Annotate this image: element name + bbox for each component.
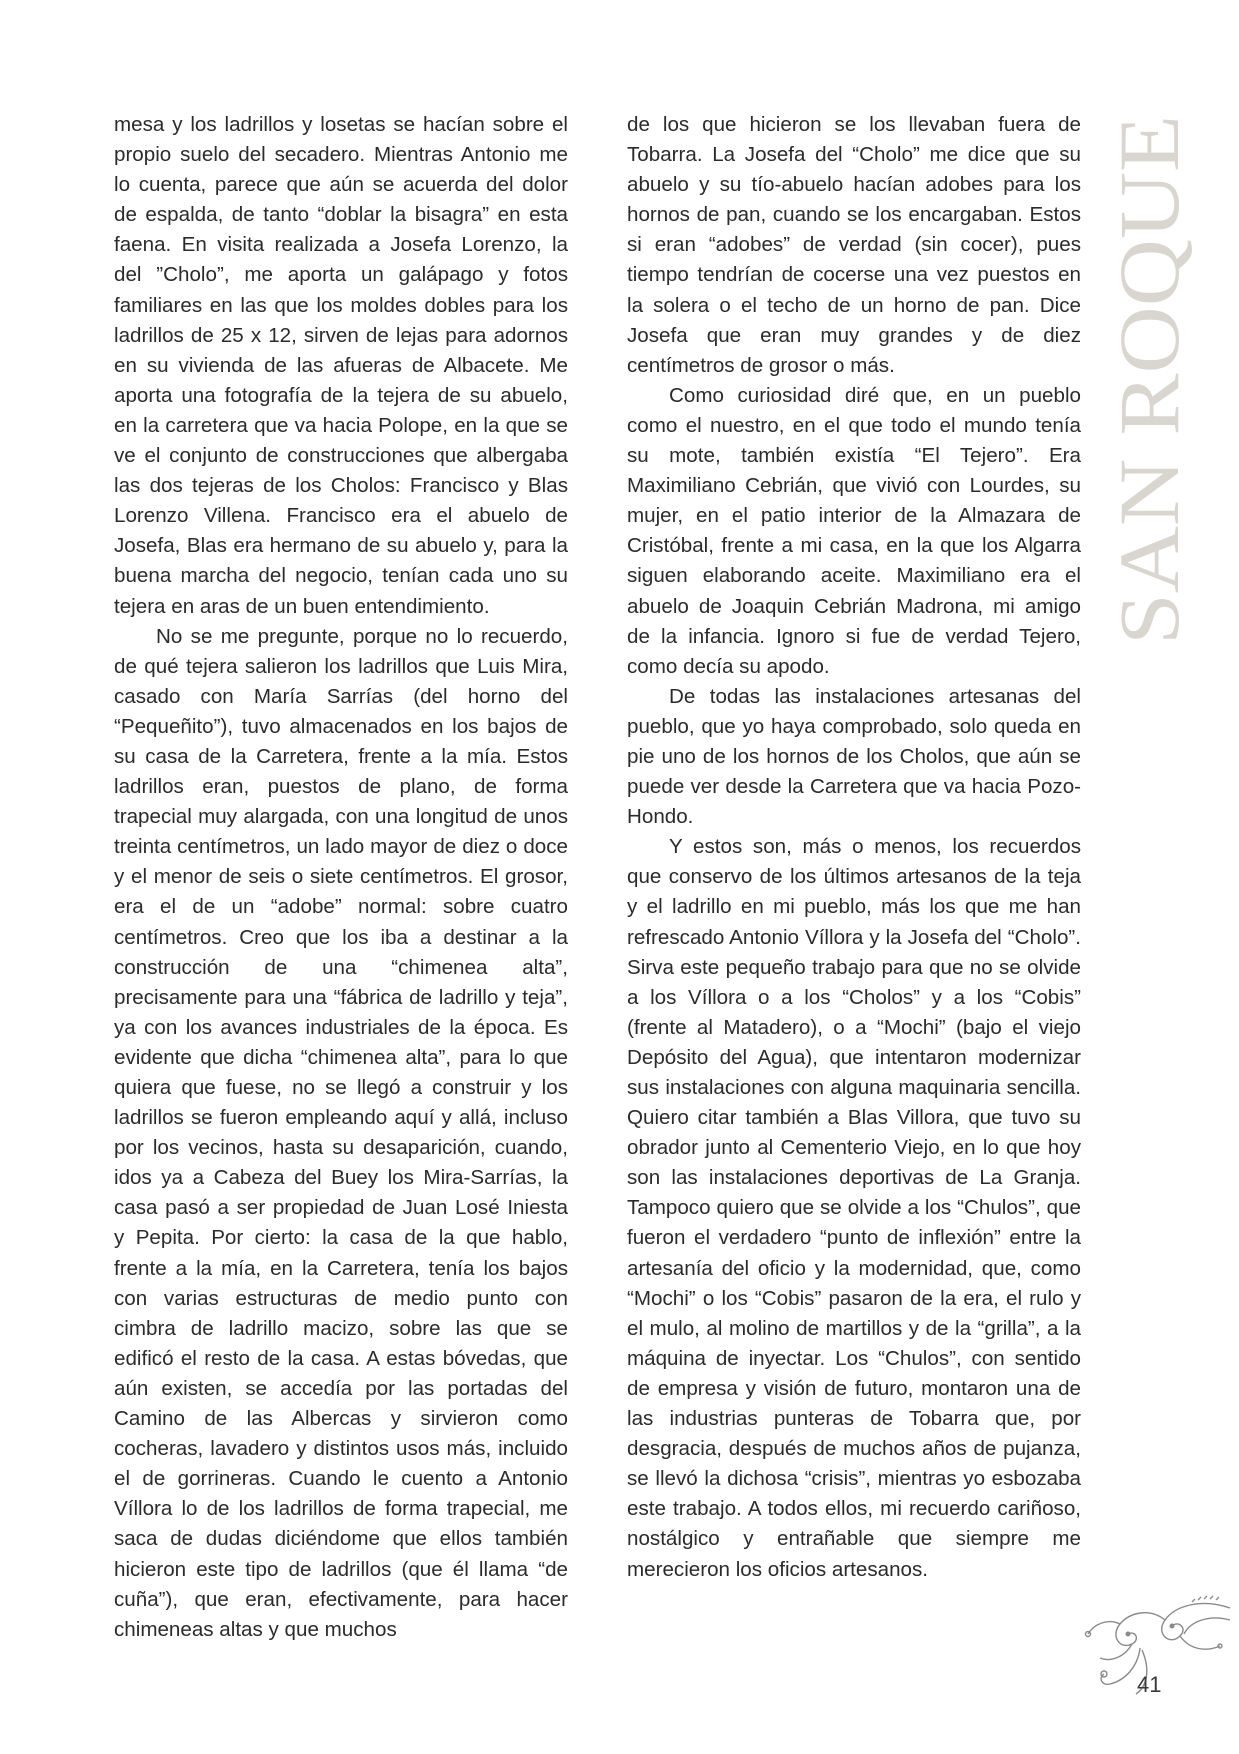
article-paragraph: De todas las instalaciones artesanas del pueblo, que yo haya comprobado, solo queda en pie uno de los hornos de los Cholos, que aún se puede ver desde la Carretera que va hacia Pozo-Hondo. [627, 684, 1081, 829]
side-title-text: SAN ROQUE [1101, 155, 1197, 645]
page-number: 41 [1137, 1672, 1162, 1697]
article-paragraph: de los que hicieron se los llevaban fuera de Tobarra. La Josefa del “Cholo” me dice que su abuelo y su tío-abuelo hacían adobes para los hornos de pan, cuando se los encargaban. Estos si eran “adobes” de verdad (sin cocer), pues tiempo tendrían de cocerse una vez puestos en la solera o el techo de un horno de pan. Dice Josefa que eran muy grandes y de diez centímetros de grosor o más. [627, 113, 1081, 377]
article-paragraph: Y estos son, más o menos, los recuerdos que conservo de los últimos artesanos de la teja y el ladrillo en mi pueblo, más los que me han refrescado Antonio Víllora y la Josefa del “Cholo”. Sirva este pequeño trabajo para que no se olvide a los Víllora o a los “Cholos” y a los “Cobis” (frente al Matadero), o a “Mochi” (bajo el viejo Depósito del Agua), que intentaron modernizar sus instalaciones con alguna maquinaria sencilla. Quiero citar también a Blas Villora, que tuvo su obrador junto al Cementerio Viejo, en lo que hoy son las instalaciones deportivas de La Granja. Tampoco quiero que se olvide a los “Chulos”, que fueron el verdadero “punto de inflexión” entre la artesanía del oficio y la modernidad, que, como “Mochi” o los “Cobis” pasaron de la era, el rulo y el mulo, al molino de martillos y de la “grilla”, a la máquina de inyectar. Los “Chulos”, con sentido de empresa y visión de futuro, montaron una de las industrias punteras de Tobarra que, por desgracia, después de muchos años de pujanza, se llevó la dichosa “crisis”, mientras yo esbozaba este trabajo. A todos ellos, mi recuerdo cariñoso, nostálgico y entrañable que siempre me merecieron los oficios artesanos. [627, 835, 1081, 1581]
article-paragraph: mesa y los ladrillos y losetas se hacían sobre el propio suelo del secadero. Mientras Antonio me lo cuenta, parece que aún se acuerda del dolor de espalda, de tanto “doblar la bisagra” en esta faena. En visita realizada a Josefa Lorenzo, la del ”Cholo”, me aporta un galápago y fotos familiares en las que los moldes dobles para los ladrillos de 25 x 12, sirven de lejas para adornos en su vivienda de las afueras de Albacete. Me aporta una fotografía de la tejera de su abuelo, en la carretera que va hacia Polope, en la que se ve el conjunto de construcciones que albergaba las dos tejeras de los Cholos: Francisco y Blas Lorenzo Villena. Francisco era el abuelo de Josefa, Blas era hermano de su abuelo y, para la buena marcha del negocio, tenían cada uno su tejera en aras de un buen entendimiento. [114, 113, 568, 618]
article-paragraph: Como curiosidad diré que, en un pueblo como el nuestro, en el que todo el mundo tenía su mote, también existía “El Tejero”. Era Maximiliano Cebrián, que vivió con Lourdes, su mujer, en el patio interior de la Almazara de Cristóbal, frente a mi casa, en la que los Algarra siguen elaborando aceite. Maximiliano era el abuelo de Joaquin Cebrián Madrona, mi amigo de la infancia. Ignoro si fue de verdad Tejero, como decía su apodo. [627, 383, 1081, 678]
magazine-side-title [1101, 110, 1197, 650]
article-paragraph: No se me pregunte, porque no lo recuerdo, de qué tejera salieron los ladrillos que Luis Mira, casado con María Sarrías (del horno del “Pequeñito”), tuvo almacenados en los bajos de su casa de la Carretera, frente a la mía. Estos ladrillos eran, puestos de plano, de forma trapecial muy alargada, con una longitud de unos treinta centímetros, un lado mayor de diez o doce y el menor de seis o siete centímetros. El grosor, era el de un “adobe” normal: sobre cuatro centímetros. Creo que los iba a destinar a la construcción de una “chimenea alta”, precisamente para una “fábrica de ladrillo y teja”, ya con los avances industriales de la época. Es evidente que dicha “chimenea alta”, para lo que quiera que fuese, no se llegó a construir y los ladrillos se fueron empleando aquí y allá, incluso por los vecinos, hasta su desaparición, cuando, idos ya a Cabeza del Buey los Mira-Sarrías, la casa pasó a ser propiedad de Juan Losé Iniesta y Pepita. Por cierto: la casa de la que hablo, frente a la mía, en la Carretera, tenía los bajos con varias estructuras de medio punto con cimbra de ladrillo macizo, sobre las que se edificó el resto de la casa. A estas bóvedas, que aún existen, se accedía por las portadas del Camino de las Albercas y sirvieron como cocheras, lavadero y distintos usos más, incluido el de gorrineras. Cuando le cuento a Antonio Víllora lo de los ladrillos de forma trapecial, me saca de dudas diciéndome que ellos también hicieron este tipo de ladrillos (que él llama “de cuña”), que eran, efectivamente, para hacer chimeneas altas y que muchos [114, 624, 568, 1641]
article-column-right [627, 110, 1081, 1585]
article-column-left [114, 110, 568, 1645]
